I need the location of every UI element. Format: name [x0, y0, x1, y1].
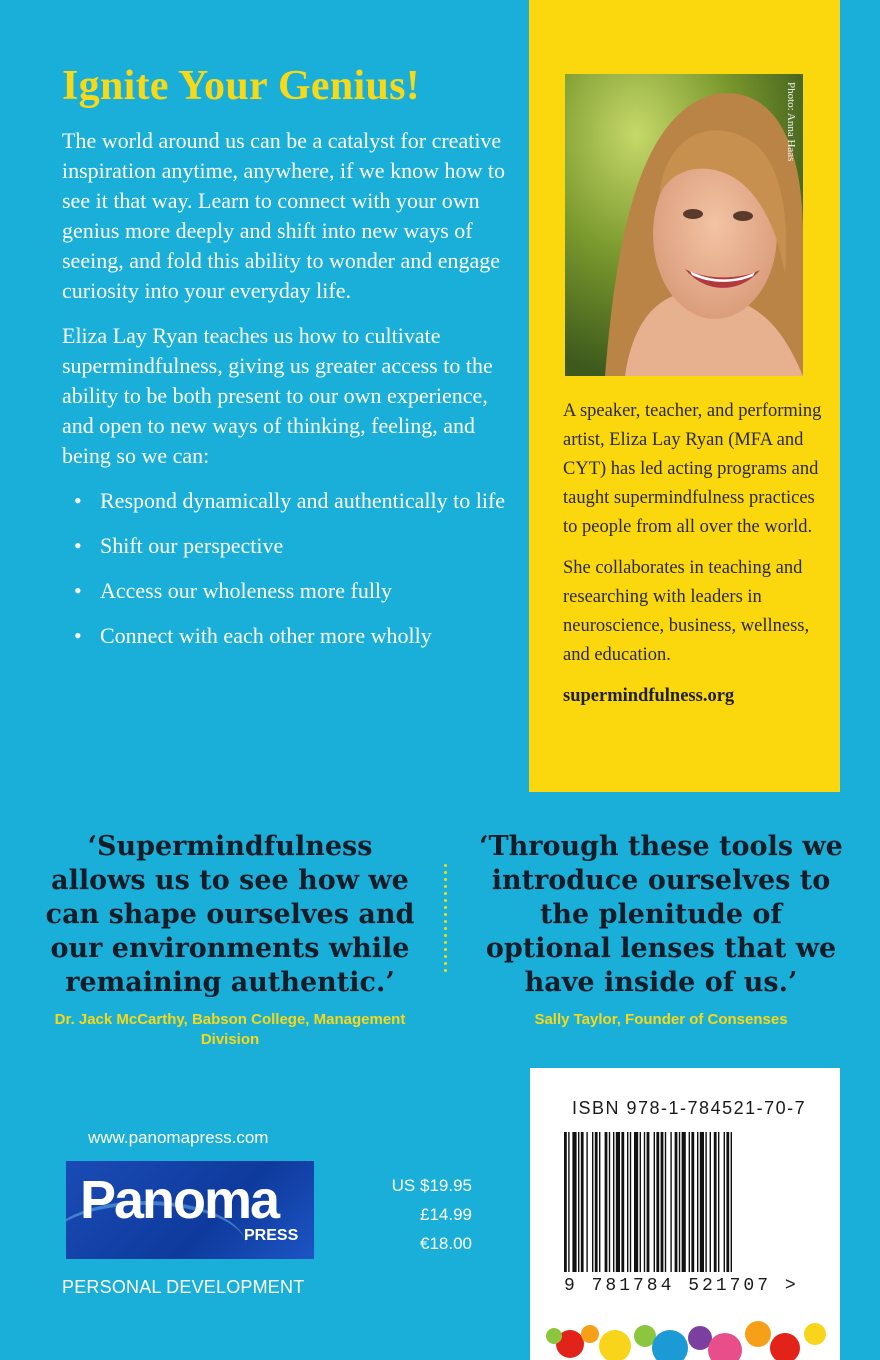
- barcode-area: [530, 1068, 840, 1360]
- testimonial-left: [45, 830, 415, 1050]
- logo-wordmark: Panoma: [80, 1170, 279, 1230]
- barcode-icon: [560, 1132, 810, 1272]
- isbn-label: ISBN 978-1-784521-70-7: [572, 1098, 807, 1118]
- bio-paragraph: She collaborates in teaching and researching with leaders in neuroscience, business, wellness, and education.: [563, 558, 810, 665]
- decorative-bubbles: [530, 1304, 840, 1360]
- intro-text: [62, 126, 507, 666]
- list-item: [62, 486, 507, 516]
- benefits-list: [62, 486, 507, 651]
- list-item: [62, 576, 507, 606]
- intro-paragraph: The world around us can be a catalyst for creative inspiration anytime, anywhere, if we know how to see it that way. Learn to connect with your own genius more deeply and shift into new ways of seeing, and fold this ability to wonder and engage curiosity into your everyday life.: [62, 128, 505, 303]
- list-item-text: Access our wholeness more fully: [100, 578, 393, 603]
- list-item: [62, 621, 507, 651]
- publisher-website[interactable]: www.panomapress.com: [88, 1128, 269, 1147]
- dotted-divider: [442, 864, 448, 972]
- book-category: PERSONAL DEVELOPMENT: [62, 1277, 305, 1297]
- price-us: US $19.95: [391, 1176, 472, 1195]
- publisher-logo: [66, 1161, 314, 1259]
- bio-paragraph: A speaker, teacher, and performing artist, Eliza Lay Ryan (MFA and CYT) has led acting programs and taught supermindfulness practices to people from all over the world.: [563, 401, 822, 537]
- list-item-text: Respond dynamically and authentically to life: [100, 488, 506, 513]
- author-website[interactable]: supermindfulness.org: [563, 686, 735, 706]
- bullet-marker: •: [74, 623, 82, 648]
- quote-text: ‘Supermindfulness allows us to see how we can shape ourselves and our environments while remaining authentic.’: [45, 831, 415, 998]
- price-gbp: £14.99: [420, 1205, 472, 1224]
- author-bio-panel: [529, 0, 840, 792]
- list-item-text: Connect with each other more wholly: [100, 623, 432, 648]
- price-list: [380, 1171, 472, 1258]
- list-item-text: Shift our perspective: [100, 533, 284, 558]
- quote-attribution: Dr. Jack McCarthy, Babson College, Management Division: [54, 1011, 406, 1048]
- testimonial-right: [476, 830, 846, 1030]
- quote-text: ‘Through these tools we introduce ourselves to the plenitude of optional lenses that we have inside of us.’: [479, 831, 843, 998]
- logo-subtitle: PRESS: [244, 1227, 299, 1244]
- list-item: [62, 531, 507, 561]
- quote-attribution: Sally Taylor, Founder of Consenses: [534, 1011, 788, 1028]
- intro-paragraph: Eliza Lay Ryan teaches us how to cultivate supermindfulness, giving us greater access to the ability to be both present to our own experience, and open to new ways of thinking, feeling, and being so we can:: [62, 323, 493, 468]
- bullet-marker: •: [74, 533, 82, 558]
- bullet-marker: •: [74, 578, 82, 603]
- author-bio: [563, 397, 823, 723]
- bullet-marker: •: [74, 488, 82, 513]
- headline: Ignite Your Genius!: [62, 63, 421, 109]
- author-photo: [565, 74, 803, 376]
- barcode-digits: 9 781784 521707 >: [564, 1276, 799, 1296]
- photo-credit: Photo: Anna Haas: [785, 82, 797, 162]
- price-eur: €18.00: [420, 1234, 472, 1253]
